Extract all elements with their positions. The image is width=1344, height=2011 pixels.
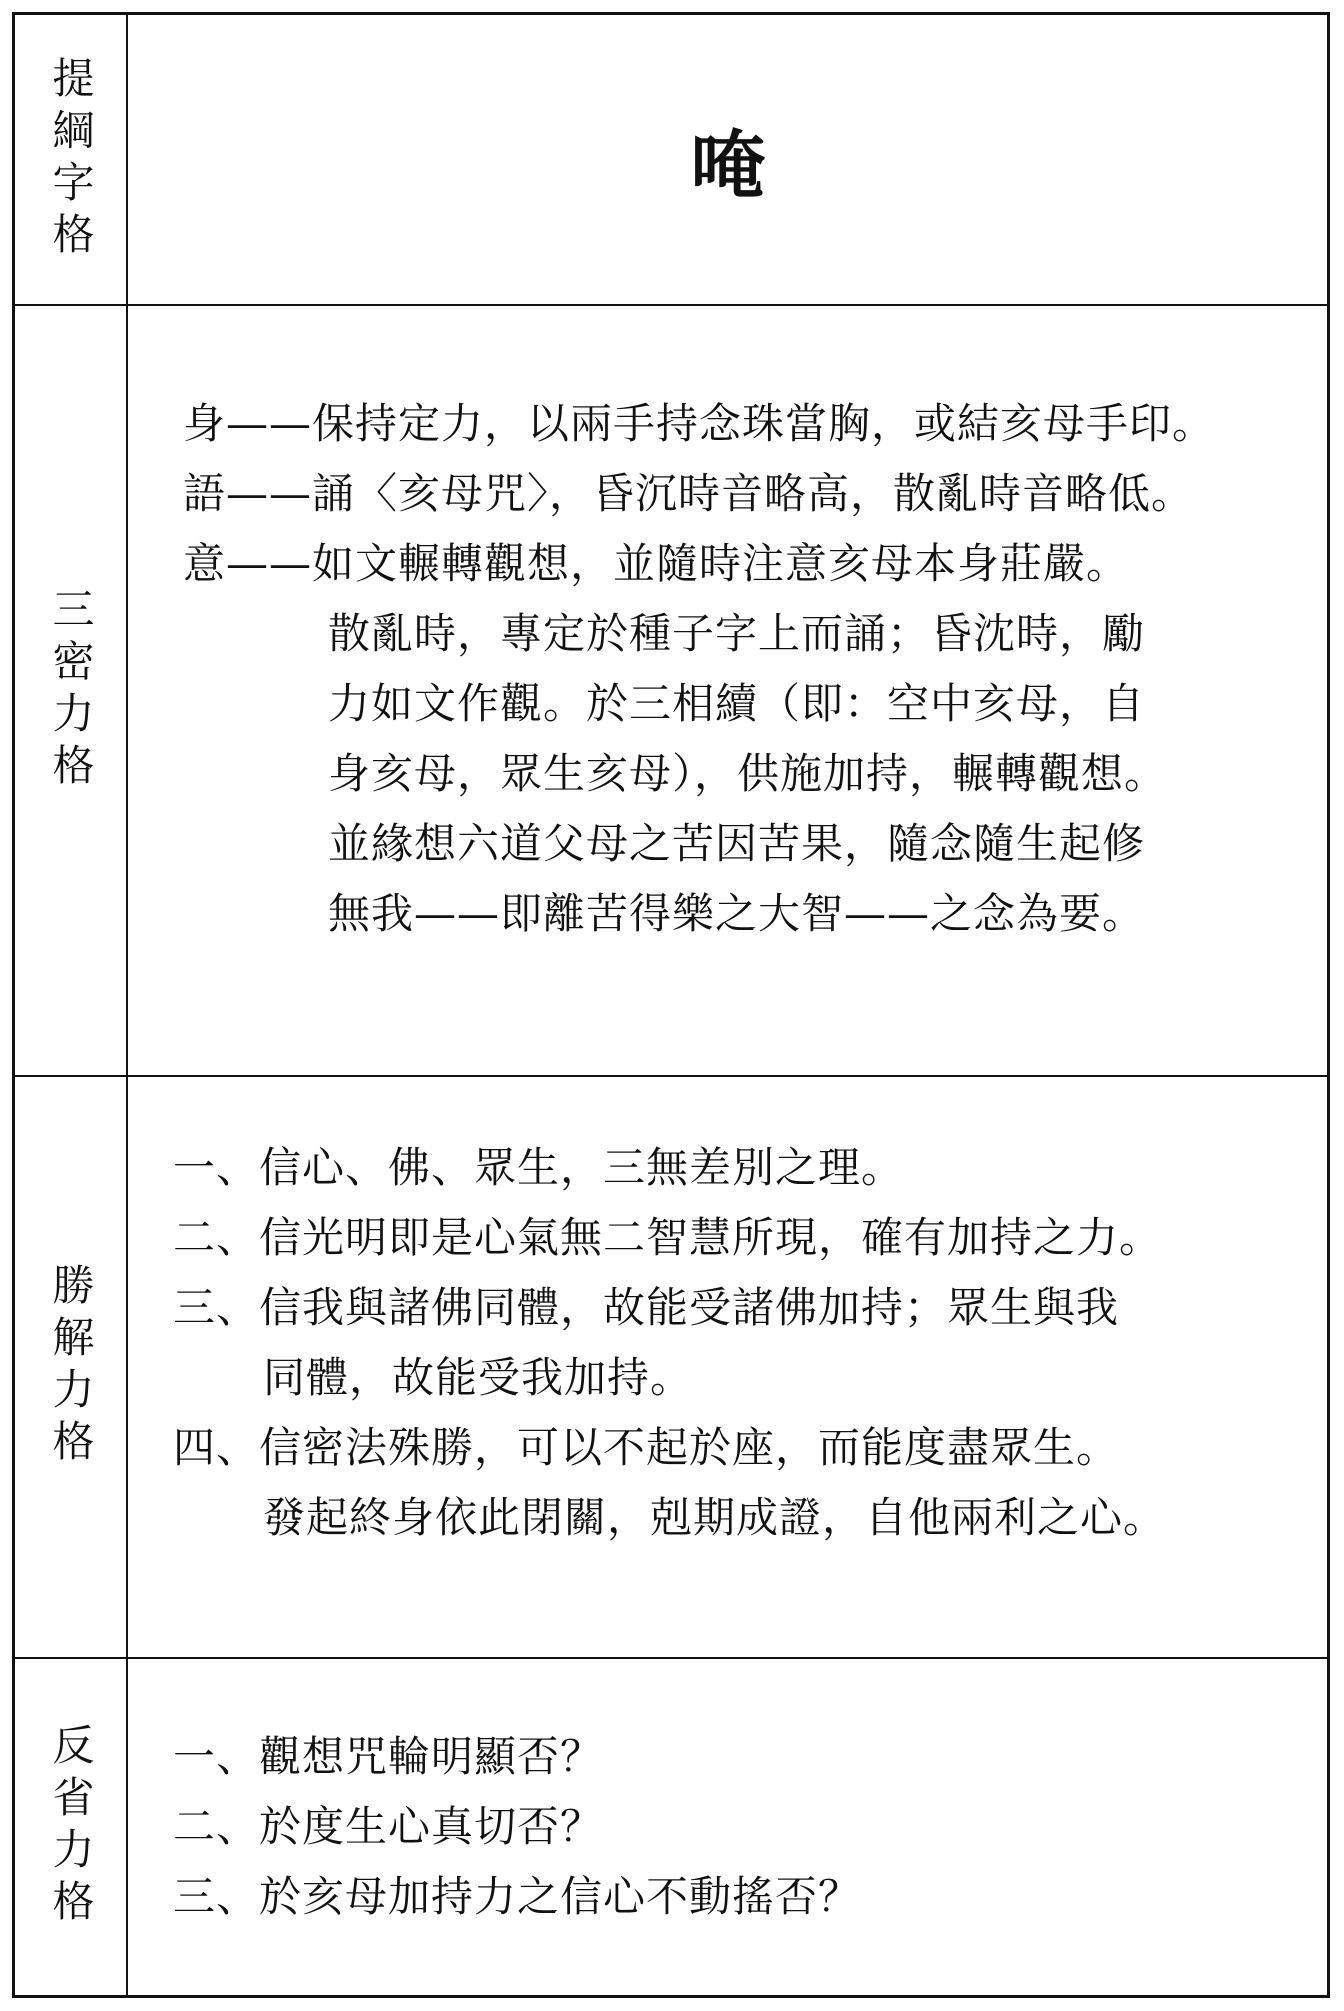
text-line: 二、於度生心真切否？: [173, 1802, 604, 1851]
seed-syllable-title: 唵: [690, 122, 765, 209]
text-line: 身——保持定力，以兩手持念珠當胸，或結亥母手印。: [183, 399, 1216, 448]
row-content-reflection: [128, 1659, 1327, 1995]
row-reflection: [15, 1659, 1327, 1995]
row-label-text: 提綱字格: [46, 55, 96, 264]
text-line: 一、觀想咒輪明顯否？: [173, 1732, 604, 1781]
row-label-three-secrets: [15, 306, 128, 1075]
text-line: 並緣想六道父母之苦因苦果，隨念隨生起修: [328, 819, 1146, 868]
text-line: 散亂時，專定於種子字上而誦；昏沈時，勵: [328, 609, 1146, 658]
row-label-text: 反省力格: [46, 1723, 96, 1931]
row-outline: [15, 15, 1327, 306]
text-line: 二、信光明即是心氣無二智慧所現，確有加持之力。: [173, 1213, 1163, 1262]
row-label-text: 勝解力格: [46, 1263, 96, 1471]
text-line: 三、信我與諸佛同體，故能受諸佛加持；眾生與我: [173, 1283, 1120, 1332]
text-line: 身亥母，眾生亥母），供施加持，輾轉觀想。: [328, 749, 1168, 798]
row-label-outline: [15, 15, 128, 304]
row-three-secrets: [15, 306, 1327, 1077]
text-line: 意——如文輾轉觀想，並隨時注意亥母本身莊嚴。: [183, 539, 1130, 588]
text-line: 無我——即離苦得樂之大智——之念為要。: [328, 889, 1146, 938]
row-conviction: [15, 1077, 1327, 1659]
row-label-text: 三密力格: [46, 586, 96, 795]
row-label-conviction: [15, 1077, 128, 1657]
practice-table: [12, 12, 1330, 1998]
text-line: 語——誦〈亥母咒〉，昏沉時音略高，散亂時音略低。: [183, 469, 1195, 518]
text-line: 發起終身依此閉關，剋期成證，自他兩利之心。: [263, 1493, 1167, 1542]
text-line: 三、於亥母加持力之信心不動搖否？: [173, 1872, 862, 1921]
text-line: 力如文作觀。於三相續（即：空中亥母，自: [328, 679, 1146, 728]
row-content-outline: [128, 15, 1327, 304]
text-line: 四、信密法殊勝，可以不起於座，而能度盡眾生。: [173, 1423, 1120, 1472]
text-line: 一、信心、佛、眾生，三無差別之理。: [173, 1143, 905, 1192]
row-content-conviction: [128, 1077, 1327, 1657]
row-content-three-secrets: [128, 306, 1327, 1075]
text-line: 同體，故能受我加持。: [263, 1353, 694, 1402]
row-label-reflection: [15, 1659, 128, 1995]
